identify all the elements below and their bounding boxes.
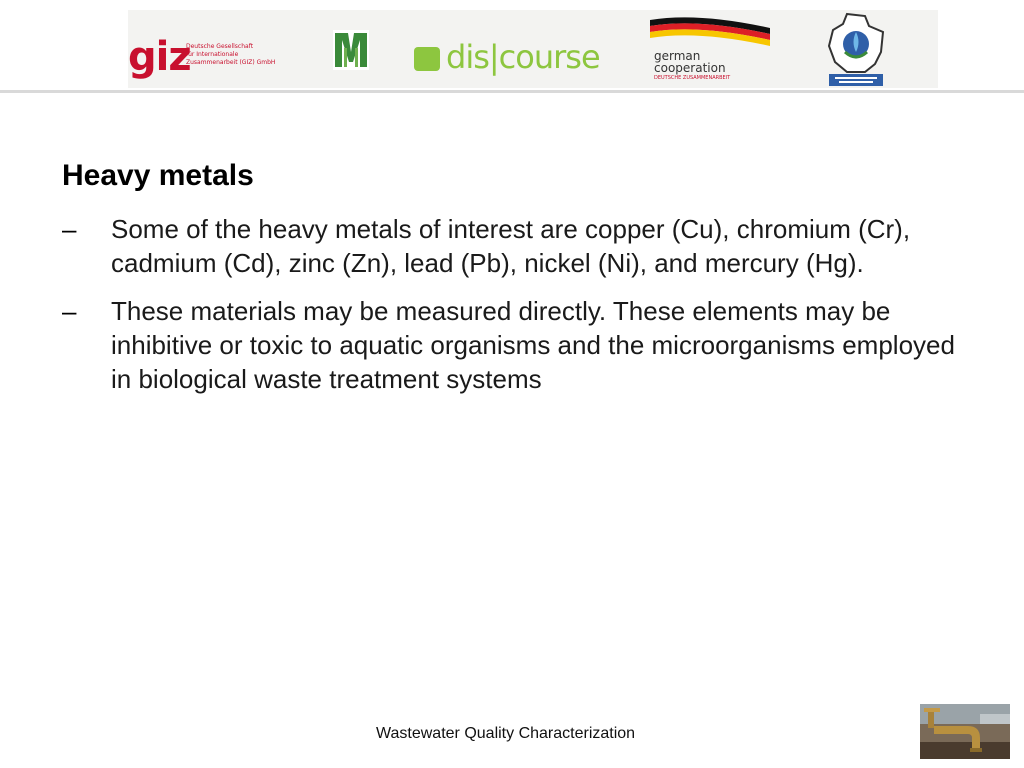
faucet-photo	[920, 704, 1010, 759]
giz-wordmark: giz	[128, 34, 191, 80]
discourse-wordmark: dis|course	[446, 38, 600, 76]
bullet-text: Some of the heavy metals of interest are copper (Cu), chromium (Cr), cadmium (Cd), zinc (Zn), lead (Pb), nickel (Ni), and mercury (Hg).	[111, 214, 911, 278]
deutsche-zusammenarbeit-text: DEUTSCHE ZUSAMMENARBEIT	[654, 75, 731, 81]
green-m-emblem-icon	[333, 30, 369, 70]
bullet-text: These materials may be measured directly. These elements may be inhibitive or toxic to aquatic organisms and the microorganisms employed in biological waste treatment systems	[111, 296, 955, 394]
bullet-item	[62, 212, 962, 280]
giz-organisation-name	[186, 43, 296, 67]
german-word: german	[654, 49, 701, 63]
german-cooperation-logo	[648, 14, 773, 88]
cooperation-word: cooperation	[654, 61, 726, 75]
discourse-square-icon	[414, 47, 440, 71]
bullet-dash: –	[62, 214, 77, 244]
water-services-trust-fund-emblem-icon	[825, 12, 887, 88]
german-cooperation-text	[654, 50, 730, 82]
header-divider	[0, 90, 1024, 93]
bullet-list	[62, 212, 962, 410]
bullet-dash: –	[62, 296, 77, 326]
giz-name-line: Zusammenarbeit (GIZ) GmbH	[186, 59, 276, 66]
bullet-item	[62, 294, 962, 396]
slide-title: Heavy metals	[62, 159, 254, 192]
giz-name-line: für Internationale	[186, 51, 239, 58]
german-flag-swoosh-icon	[648, 14, 773, 50]
giz-name-line: Deutsche Gesellschaft	[186, 43, 254, 50]
logo-bar	[0, 0, 1024, 90]
footer-title: Wastewater Quality Characterization	[376, 725, 636, 742]
